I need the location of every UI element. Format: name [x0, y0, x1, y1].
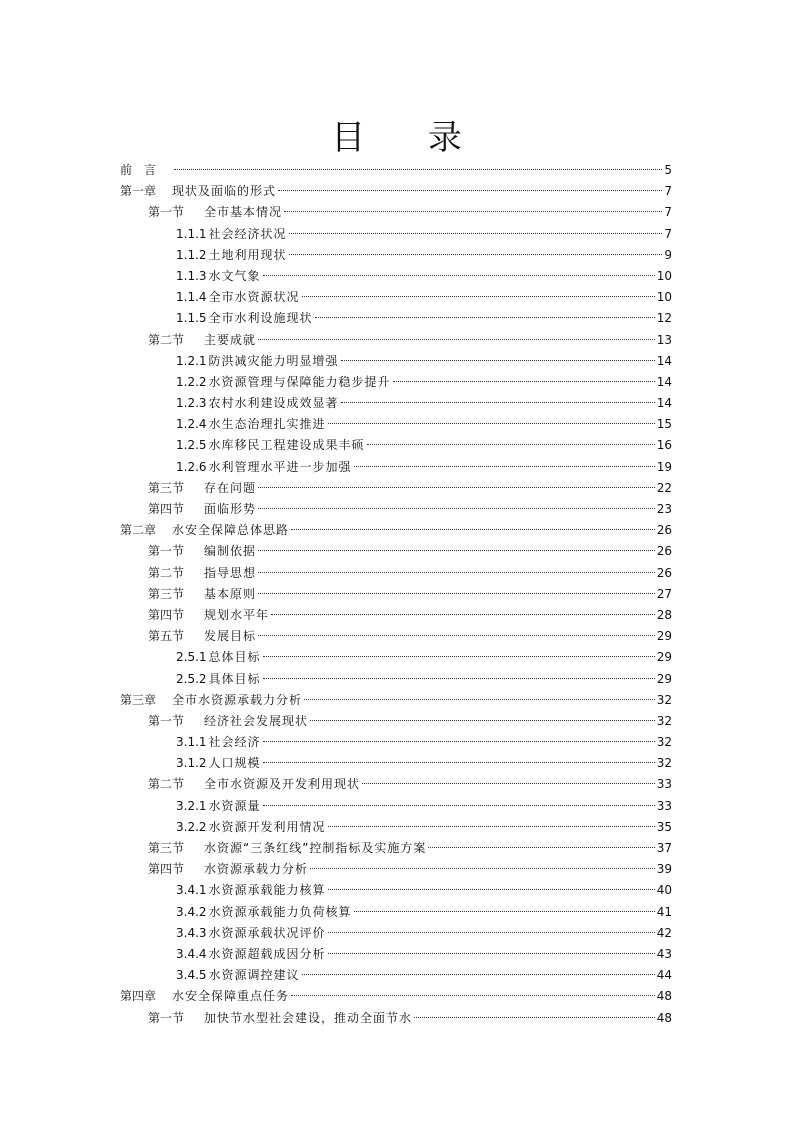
toc-entry-page: 29	[656, 629, 672, 644]
toc-dot-leader	[354, 910, 655, 912]
toc-dot-leader	[258, 592, 655, 594]
toc-dot-leader	[258, 486, 655, 488]
toc-dot-leader	[393, 380, 655, 382]
toc-entry-page: 28	[656, 607, 672, 622]
toc-entry-page: 27	[656, 586, 672, 601]
toc-dot-leader	[414, 1016, 655, 1018]
page-title: 目 录	[331, 118, 488, 158]
toc-entry-number: 1.1.4	[176, 290, 207, 305]
toc-entry[interactable]	[120, 541, 672, 562]
toc-entry-page: 14	[656, 374, 672, 389]
toc-entry-title: 全市水资源承载力分析	[172, 692, 303, 707]
toc-entry[interactable]	[120, 732, 672, 753]
toc-dot-leader	[258, 338, 655, 340]
toc-entry-number: 1.1.2	[176, 247, 207, 262]
toc-entry-title: 水资源承载能力负荷核算	[208, 904, 352, 919]
toc-entry-title: 水资源超载成因分析	[208, 946, 326, 961]
toc-entry-title: 现状及面临的形式	[172, 184, 277, 199]
toc-entry-page: 32	[656, 756, 672, 771]
toc-entry-number: 第一节	[148, 544, 185, 559]
toc-entry-title: 水资源管理与保障能力稳步提升	[208, 374, 391, 389]
toc-entry-number: 第一节	[148, 713, 185, 728]
toc-dot-leader	[263, 677, 655, 679]
toc-entry[interactable]	[120, 330, 672, 351]
toc-entry-title: 水资源承载状况评价	[208, 925, 326, 940]
toc-entry-title: 人口规模	[208, 756, 261, 771]
toc-entry[interactable]	[120, 181, 672, 202]
toc-dot-leader	[310, 719, 655, 721]
toc-entry-number: 3.2.2	[176, 819, 207, 834]
toc-entry-page: 32	[656, 692, 672, 707]
toc-entry[interactable]	[120, 774, 672, 795]
toc-entry-number: 第三节	[148, 480, 185, 495]
toc-entry-number: 1.1.5	[176, 311, 207, 326]
toc-entry-number: 3.4.2	[176, 904, 207, 919]
toc-entry-page: 26	[656, 565, 672, 580]
toc-entry[interactable]	[120, 605, 672, 626]
toc-dot-leader	[341, 401, 655, 403]
toc-entry-page: 33	[656, 777, 672, 792]
toc-entry-title: 编制依据	[204, 544, 257, 559]
toc-entry-title: 水资源“三条红线”控制指标及实施方案	[204, 841, 427, 855]
toc-entry[interactable]	[120, 711, 672, 732]
toc-entry-number: 第二节	[148, 777, 185, 792]
toc-entry-page: 48	[656, 1010, 672, 1025]
toc-entry-number: 第一章	[120, 184, 157, 199]
toc-entry[interactable]	[120, 626, 672, 647]
toc-entry-title: 农村水利建设成效显著	[208, 396, 339, 411]
toc-entry[interactable]	[120, 393, 672, 414]
toc-entry-page: 7	[664, 205, 672, 220]
toc-entry-number: 3.4.1	[176, 883, 207, 898]
toc-dot-leader	[289, 253, 663, 255]
toc-entry-title: 全市水利设施现状	[208, 311, 313, 326]
toc-entry-title: 防洪减灾能力明显增强	[208, 353, 339, 368]
toc-entry-number: 3.4.5	[176, 968, 207, 983]
toc-entry-number: 第五节	[148, 629, 185, 644]
toc-dot-leader	[258, 571, 655, 573]
toc-entry[interactable]	[120, 563, 672, 584]
toc-entry[interactable]	[120, 351, 672, 372]
toc-entry-title: 经济社会发展现状	[204, 713, 309, 728]
toc-entry-title: 全市水资源及开发利用现状	[204, 777, 361, 792]
toc-dot-leader	[328, 888, 655, 890]
toc-entry-title: 水资源承载能力核算	[208, 883, 326, 898]
toc-entry-page: 35	[656, 819, 672, 834]
toc-entry[interactable]	[120, 944, 672, 965]
toc-dot-leader	[328, 825, 655, 827]
toc-entry-number: 第四节	[148, 607, 185, 622]
toc-entry[interactable]	[120, 435, 672, 456]
toc-entry[interactable]	[120, 372, 672, 393]
toc-entry[interactable]	[120, 690, 672, 711]
toc-entry-title: 发展目标	[204, 629, 257, 644]
toc-entry-title: 水安全保障重点任务	[172, 989, 290, 1004]
toc-entry-page: 44	[656, 968, 672, 983]
toc-entry-number: 第四节	[148, 862, 185, 877]
toc-entry-page: 14	[656, 396, 672, 411]
toc-entry-number: 前 言	[120, 163, 157, 177]
toc-entry-title: 水生态治理扎实推进	[208, 417, 326, 432]
toc-entry[interactable]	[120, 266, 672, 287]
toc-entry-page: 26	[656, 544, 672, 559]
toc-entry-number: 1.2.6	[176, 459, 207, 474]
toc-entry-number: 第四节	[148, 502, 185, 516]
toc-entry-page: 43	[656, 946, 672, 961]
toc-dot-leader	[284, 210, 662, 212]
toc-entry[interactable]	[120, 669, 672, 690]
toc-entry-title: 水资源开发利用情况	[208, 819, 326, 834]
toc-dot-leader	[258, 507, 655, 509]
toc-entry-page: 32	[656, 713, 672, 728]
toc-dot-leader	[328, 422, 655, 424]
toc-dot-leader	[310, 867, 655, 869]
toc-dot-leader	[328, 931, 655, 933]
toc-entry-page: 7	[664, 226, 672, 241]
toc-entry[interactable]	[120, 1008, 672, 1029]
toc-dot-leader	[289, 232, 663, 234]
toc-entry-page: 10	[656, 290, 672, 305]
toc-entry[interactable]	[120, 499, 672, 520]
toc-entry-title: 水文气象	[208, 268, 261, 283]
toc-entry[interactable]	[120, 859, 672, 880]
toc-entry-title: 社会经济	[208, 735, 261, 750]
toc-entry[interactable]	[120, 287, 672, 308]
toc-entry-page: 33	[656, 798, 672, 813]
toc-entry-title: 规划水平年	[204, 607, 270, 622]
toc-entry-number: 1.1.3	[176, 268, 207, 283]
toc-entry[interactable]	[120, 478, 672, 499]
toc-entry-number: 1.2.4	[176, 417, 207, 432]
toc-entry-number: 第四章	[120, 989, 157, 1004]
toc-entry-number: 3.4.4	[176, 946, 207, 961]
toc-entry[interactable]	[120, 986, 672, 1007]
toc-entry-number: 1.2.5	[176, 438, 207, 453]
toc-dot-leader	[328, 952, 655, 954]
toc-entry[interactable]	[120, 224, 672, 245]
toc-dot-leader	[263, 740, 655, 742]
toc-entry-page: 26	[656, 523, 672, 538]
toc-dot-leader	[263, 804, 655, 806]
toc-entry-page: 14	[656, 353, 672, 368]
toc-entry-number: 1.2.3	[176, 396, 207, 411]
toc-entry-page: 32	[656, 735, 672, 750]
toc-entry-page: 40	[656, 883, 672, 898]
toc-entry-number: 3.2.1	[176, 798, 207, 813]
toc-entry[interactable]	[120, 880, 672, 901]
toc-dot-leader	[354, 465, 655, 467]
toc-entry-page: 22	[656, 480, 672, 495]
toc-entry-number: 3.1.1	[176, 735, 207, 750]
toc-dot-leader	[174, 168, 662, 170]
toc-entry-page: 10	[656, 268, 672, 283]
toc-entry-page: 42	[656, 925, 672, 940]
toc-entry-page: 9	[664, 247, 672, 262]
toc-dot-leader	[315, 316, 655, 318]
toc-dot-leader	[341, 359, 655, 361]
toc-entry-number: 1.1.1	[176, 226, 207, 241]
toc-entry[interactable]	[120, 308, 672, 329]
toc-entry-title: 水资源量	[208, 798, 261, 813]
toc-entry[interactable]	[120, 520, 672, 541]
toc-entry-page: 15	[656, 417, 672, 432]
toc-entry-title: 加快节水型社会建设，推动全面节水	[204, 1010, 413, 1025]
toc-entry-page: 41	[656, 904, 672, 919]
toc-entry-number: 第一节	[148, 1010, 185, 1025]
table-of-contents	[120, 160, 672, 1029]
toc-entry[interactable]	[120, 647, 672, 668]
toc-entry-title: 存在问题	[204, 480, 257, 495]
toc-entry-number: 第二节	[148, 565, 185, 580]
toc-entry-title: 土地利用现状	[208, 247, 287, 262]
toc-entry-number: 第三章	[120, 692, 157, 707]
toc-entry-title: 基本原则	[204, 586, 257, 601]
toc-entry-number: 3.4.3	[176, 925, 207, 940]
toc-dot-leader	[291, 528, 655, 530]
toc-dot-leader	[271, 613, 655, 615]
toc-entry[interactable]	[120, 160, 672, 181]
toc-entry[interactable]	[120, 584, 672, 605]
toc-entry[interactable]	[120, 838, 672, 859]
toc-dot-leader	[291, 994, 655, 996]
toc-dot-leader	[278, 189, 662, 191]
toc-entry[interactable]	[120, 753, 672, 774]
toc-dot-leader	[302, 973, 655, 975]
toc-entry-title: 社会经济状况	[208, 226, 287, 241]
toc-entry-title: 水资源承载力分析	[204, 862, 309, 877]
toc-dot-leader	[304, 698, 655, 700]
toc-entry-title: 水资源调控建议	[208, 968, 300, 983]
toc-entry[interactable]	[120, 796, 672, 817]
toc-entry-page: 19	[656, 459, 672, 474]
toc-entry-page: 12	[656, 311, 672, 326]
toc-entry-title: 水库移民工程建设成果丰硕	[208, 438, 365, 453]
toc-entry-number: 3.1.2	[176, 756, 207, 771]
toc-entry[interactable]	[120, 923, 672, 944]
toc-entry[interactable]	[120, 965, 672, 986]
toc-entry[interactable]	[120, 902, 672, 923]
toc-entry-number: 第三节	[148, 841, 185, 855]
toc-entry-number: 第三节	[148, 586, 185, 601]
toc-entry-number: 2.5.2	[176, 671, 207, 686]
toc-entry-page: 37	[656, 841, 672, 855]
toc-dot-leader	[263, 761, 655, 763]
toc-entry-number: 2.5.1	[176, 650, 207, 665]
toc-entry-page: 23	[656, 502, 672, 516]
toc-entry-page: 48	[656, 989, 672, 1004]
toc-entry[interactable]	[120, 817, 672, 838]
toc-entry[interactable]	[120, 245, 672, 266]
toc-entry-number: 第二节	[148, 332, 185, 347]
toc-entry-title: 面临形势	[204, 502, 257, 516]
toc-dot-leader	[362, 782, 655, 784]
toc-dot-leader	[258, 549, 655, 551]
toc-entry-title: 全市水资源状况	[208, 290, 300, 305]
toc-entry-number: 1.2.1	[176, 353, 207, 368]
toc-entry[interactable]	[120, 414, 672, 435]
toc-dot-leader	[367, 443, 655, 445]
toc-dot-leader	[263, 274, 655, 276]
toc-entry-number: 第一节	[148, 205, 185, 220]
toc-dot-leader	[302, 295, 655, 297]
toc-entry-title: 具体目标	[208, 671, 261, 686]
toc-entry-title: 指导思想	[204, 565, 257, 580]
toc-entry[interactable]	[120, 457, 672, 478]
toc-entry-title: 主要成就	[204, 332, 257, 347]
toc-entry-page: 7	[664, 184, 672, 199]
toc-entry-title: 总体目标	[208, 650, 261, 665]
toc-entry-page: 29	[656, 671, 672, 686]
toc-entry[interactable]	[120, 202, 672, 223]
toc-entry-page: 16	[656, 438, 672, 453]
toc-entry-title: 水利管理水平进一步加强	[208, 459, 352, 474]
toc-dot-leader	[428, 846, 654, 848]
toc-entry-page: 29	[656, 650, 672, 665]
toc-dot-leader	[258, 634, 655, 636]
toc-entry-title: 全市基本情况	[204, 205, 283, 220]
toc-entry-page: 5	[664, 163, 672, 177]
toc-dot-leader	[263, 655, 655, 657]
toc-entry-title: 水安全保障总体思路	[172, 523, 290, 538]
toc-entry-page: 13	[656, 332, 672, 347]
toc-entry-number: 1.2.2	[176, 374, 207, 389]
toc-entry-number: 第二章	[120, 523, 157, 538]
toc-entry-page: 39	[656, 862, 672, 877]
